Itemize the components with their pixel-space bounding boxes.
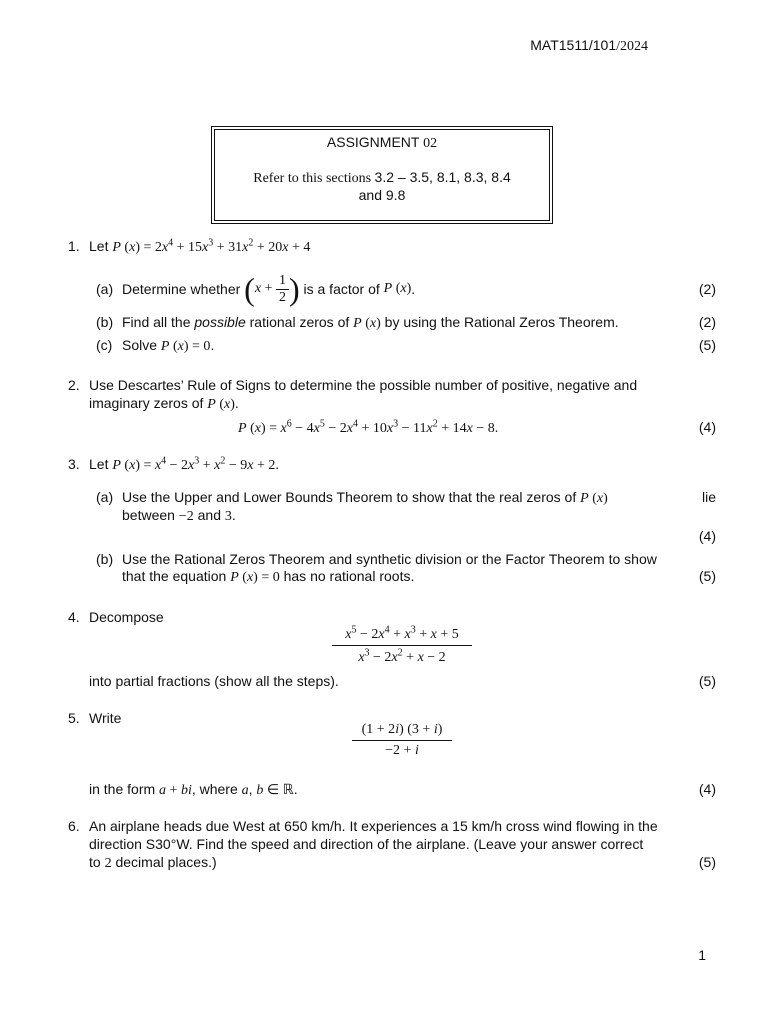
question-6-marks: (5) [698,854,716,870]
question-1-statement: Let P $(x) = 2x^4 + 15x^3 + 31x^2 + 20x + 4$ [89,237,311,255]
question-1-number: 1. [68,238,80,254]
question-6-number: 6. [68,818,80,834]
question-3a-text-line2: between −2 and 3. [122,507,236,524]
question-1a-marks: (2) [698,281,716,297]
question-1c-text: Solve P (x) = 0. [122,337,215,354]
course-year: /2024 [616,39,648,54]
question-2-text-line1: Use Descartes’ Rule of Signs to determine the possible number of positive, negative and [89,377,638,393]
question-2-polynomial: P $(x) = x^6 - 4x^5 - 2x^4 + 10x^3 - 11x^2 + 14x - 8$. [238,418,499,436]
page-number: 1 [698,947,706,963]
question-3a-text-line1-end: lie [701,489,716,505]
question-2-text-line2: imaginary zeros of P (x). [89,395,239,412]
question-2-marks: (4) [698,419,716,435]
question-3b-text-line1: Use the Rational Zeros Theorem and synthetic division or the Factor Theorem to show [122,551,657,567]
question-5-number: 5. [68,710,80,726]
question-3b-label: (b) [96,551,114,567]
course-code: MAT1511/101 [530,37,617,53]
question-3a-label: (a) [96,489,114,505]
assignment-title: ASSIGNMENT 02 [326,134,438,151]
question-5-text: Write [89,710,122,726]
question-3a-text-line1: Use the Upper and Lower Bounds Theorem to show that the real zeros of P (x) [122,489,608,506]
question-6-line1: An airplane heads due West at 650 km/h. It experiences a 15 km/h cross wind flowing in the [89,818,658,834]
question-1b-text: Find all the possible rational zeros of P (x) by using the Rational Zeros Theorem. [122,314,619,331]
question-4-marks: (5) [698,673,716,689]
question-1c-label: (c) [96,337,113,353]
question-3a-marks: (4) [698,528,716,544]
course-code-header [530,37,648,55]
question-3-number: 3. [68,456,80,472]
question-4-text: Decompose [89,609,164,625]
assignment-box [214,129,550,221]
question-4-instruction: into partial fractions (show all the steps). [89,673,339,689]
question-1a-text: Determine whether ( x + $\frac{1}{2}$ ) is a factor of P ( x ) . [122,271,416,307]
question-5-marks: (4) [698,781,716,797]
question-1c-marks: (5) [698,337,716,353]
question-6-line2: direction S30°W. Find the speed and direction of the airplane. (Leave your answer correct [89,836,644,852]
question-1a-label: (a) [96,281,114,297]
question-3b-text-line2: that the equation P (x) = 0 has no rational roots. [122,568,415,585]
question-1b-marks: (2) [698,314,716,330]
question-2-number: 2. [68,377,80,393]
sections-reference: Refer to this sections 3.2 – 3.5, 8.1, 8.3, 8.4 [253,169,511,186]
question-3-statement: Let P $(x) = x^4 - 2x^3 + x^2 - 9x + 2$. [89,455,279,473]
question-5-instruction: in the form a + bi, where a, b ∈ ℝ. [89,781,298,798]
question-5-fraction: (1 + 2i) (3 + i) −2 + i [340,722,464,759]
question-1b-label: (b) [96,314,114,330]
sections-reference-end: and 9.8 [358,187,406,203]
question-6-line3: to 2 decimal places.) [89,854,217,871]
question-4-fraction: $x^5 - 2x^4 + x^3 + x + 5$ $x^3 - 2x^2 + x - 2$ [320,625,484,666]
question-4-number: 4. [68,609,80,625]
question-3b-marks: (5) [698,568,716,584]
